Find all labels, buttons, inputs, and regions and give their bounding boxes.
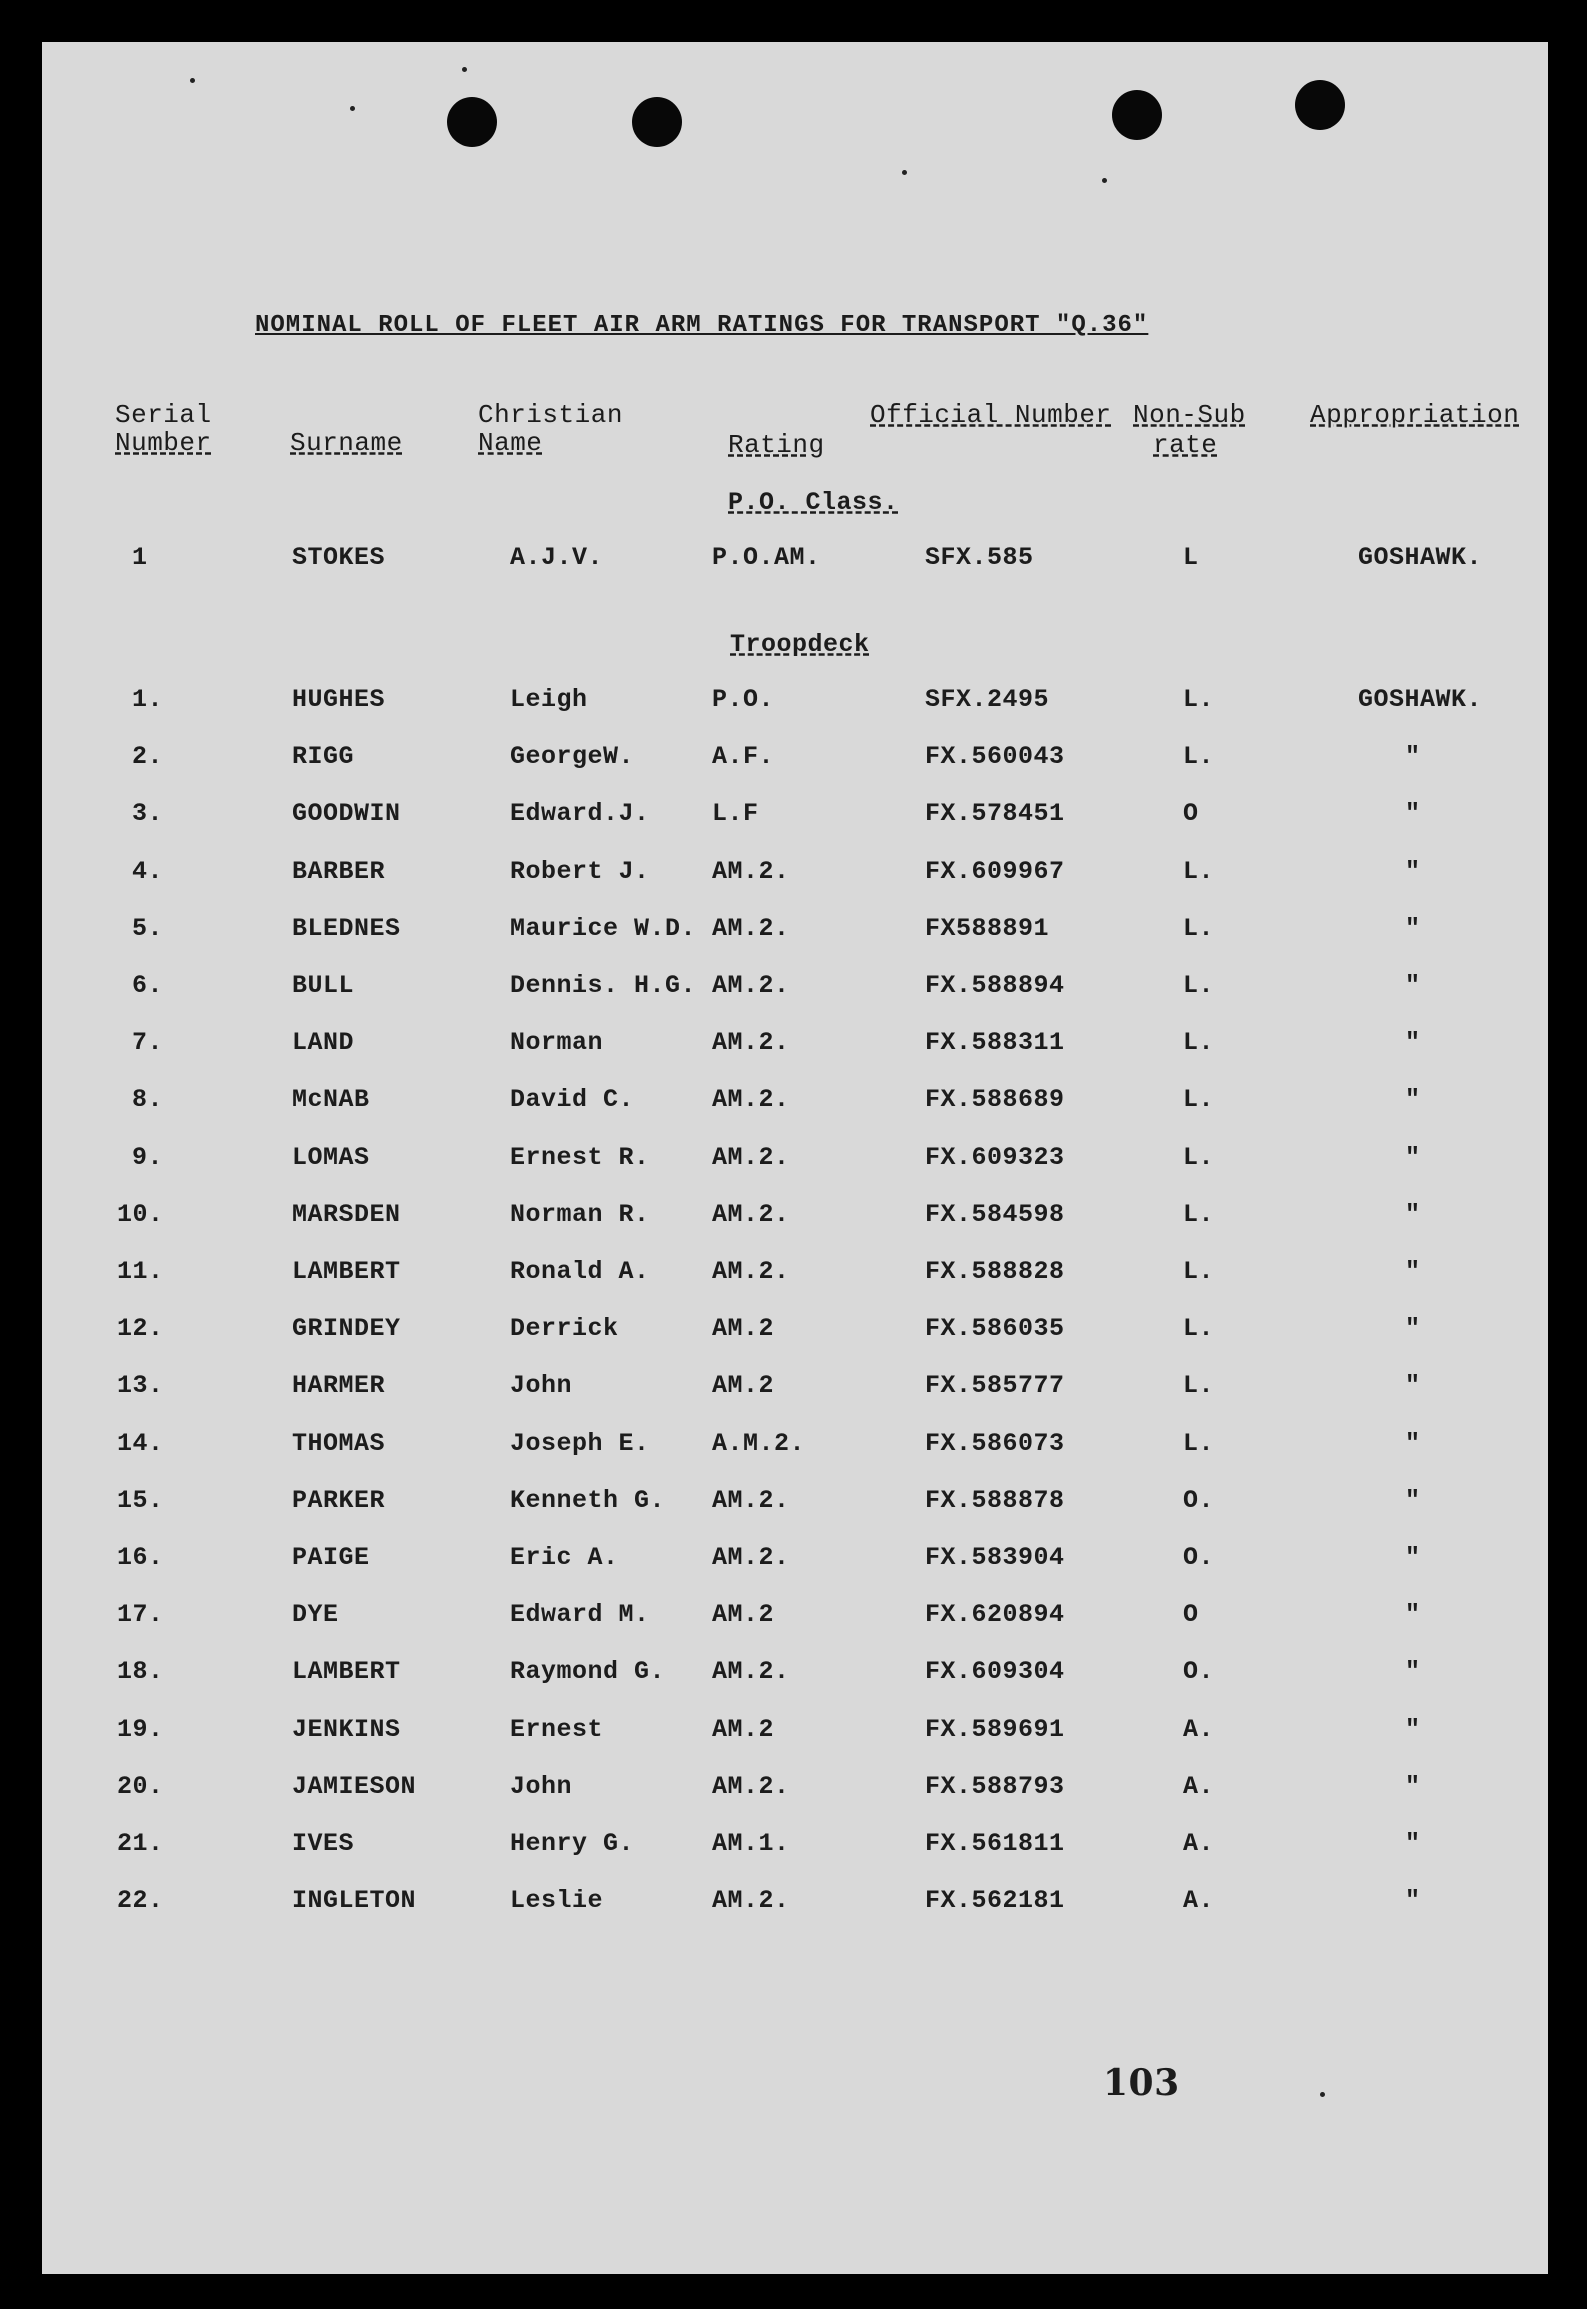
- header-rating: Rating: [728, 430, 825, 460]
- row-rating: AM.2.: [712, 1257, 790, 1286]
- row-surname: BARBER: [292, 857, 386, 886]
- row-nonsub: L.: [1183, 1314, 1215, 1343]
- row-surname: HUGHES: [292, 685, 386, 714]
- row-christian: Derrick: [510, 1314, 619, 1343]
- section-label: P.O. Class.: [728, 488, 899, 517]
- row-serial: 18.: [117, 1657, 164, 1686]
- row-surname: INGLETON: [292, 1886, 417, 1915]
- row-christian: Edward.J.: [510, 799, 650, 828]
- row-appropriation: ": [1405, 1085, 1421, 1114]
- row-serial: 16.: [117, 1543, 164, 1572]
- row-appropriation: ": [1405, 1257, 1421, 1286]
- row-serial: 21.: [117, 1829, 164, 1858]
- row-serial: 6.: [132, 971, 164, 1000]
- row-nonsub: L.: [1183, 1371, 1215, 1400]
- row-appropriation: ": [1405, 1657, 1421, 1686]
- row-rating: AM.1.: [712, 1829, 790, 1858]
- row-christian: Edward M.: [510, 1600, 650, 1629]
- row-official: SFX.2495: [925, 685, 1050, 714]
- row-nonsub: L.: [1183, 1257, 1215, 1286]
- row-surname: BLEDNES: [292, 914, 401, 943]
- row-nonsub: L.: [1183, 1028, 1215, 1057]
- row-surname: HARMER: [292, 1371, 386, 1400]
- punch-hole: [1295, 80, 1345, 130]
- row-official: FX.588894: [925, 971, 1065, 1000]
- row-christian: Kenneth G.: [510, 1486, 666, 1515]
- row-rating: AM.2.: [712, 1028, 790, 1057]
- row-surname: LOMAS: [292, 1143, 370, 1172]
- row-nonsub: L: [1183, 543, 1199, 572]
- row-christian: Leigh: [510, 685, 588, 714]
- row-christian: David C.: [510, 1085, 635, 1114]
- row-nonsub: L.: [1183, 1143, 1215, 1172]
- header-surname: Surname: [290, 428, 403, 458]
- speck: [1320, 2092, 1325, 2097]
- speck: [902, 170, 907, 175]
- row-official: FX.562181: [925, 1886, 1065, 1915]
- row-christian: John: [510, 1772, 573, 1801]
- row-appropriation: GOSHAWK.: [1358, 543, 1483, 572]
- row-rating: A.M.2.: [712, 1429, 806, 1458]
- header-non-sub: Non-Sub: [1133, 400, 1246, 430]
- row-surname: LAND: [292, 1028, 355, 1057]
- row-official: SFX.585: [925, 543, 1034, 572]
- row-nonsub: O.: [1183, 1657, 1215, 1686]
- row-rating: AM.2.: [712, 1486, 790, 1515]
- row-official: FX.609304: [925, 1657, 1065, 1686]
- header-number: Number: [115, 428, 212, 458]
- row-rating: AM.2.: [712, 1543, 790, 1572]
- row-official: FX.589691: [925, 1715, 1065, 1744]
- row-rating: AM.2.: [712, 1200, 790, 1229]
- row-official: FX.585777: [925, 1371, 1065, 1400]
- row-nonsub: L.: [1183, 685, 1215, 714]
- row-nonsub: A.: [1183, 1715, 1215, 1744]
- row-nonsub: O.: [1183, 1486, 1215, 1515]
- speck: [1102, 178, 1107, 183]
- row-official: FX.578451: [925, 799, 1065, 828]
- row-rating: AM.2: [712, 1371, 775, 1400]
- row-official: FX.609967: [925, 857, 1065, 886]
- row-appropriation: ": [1405, 1200, 1421, 1229]
- row-official: FX.588689: [925, 1085, 1065, 1114]
- row-surname: MARSDEN: [292, 1200, 401, 1229]
- row-nonsub: A.: [1183, 1772, 1215, 1801]
- row-official: FX.588828: [925, 1257, 1065, 1286]
- row-appropriation: ": [1405, 971, 1421, 1000]
- row-serial: 11.: [117, 1257, 164, 1286]
- row-serial: 15.: [117, 1486, 164, 1515]
- row-appropriation: ": [1405, 1371, 1421, 1400]
- row-appropriation: ": [1405, 1886, 1421, 1915]
- row-appropriation: ": [1405, 1028, 1421, 1057]
- row-rating: L.F: [712, 799, 759, 828]
- row-nonsub: L.: [1183, 857, 1215, 886]
- row-christian: Leslie: [510, 1886, 604, 1915]
- row-christian: Norman: [510, 1028, 604, 1057]
- row-rating: AM.2: [712, 1715, 775, 1744]
- row-nonsub: L.: [1183, 1085, 1215, 1114]
- row-appropriation: ": [1405, 799, 1421, 828]
- row-serial: 19.: [117, 1715, 164, 1744]
- row-official: FX.584598: [925, 1200, 1065, 1229]
- row-surname: RIGG: [292, 742, 355, 771]
- row-serial: 9.: [132, 1143, 164, 1172]
- row-official: FX.609323: [925, 1143, 1065, 1172]
- header-appropriation: Appropriation: [1310, 400, 1520, 430]
- row-nonsub: L.: [1183, 742, 1215, 771]
- row-nonsub: O: [1183, 799, 1199, 828]
- punch-hole: [1112, 90, 1162, 140]
- row-rating: AM.2.: [712, 914, 790, 943]
- row-appropriation: ": [1405, 857, 1421, 886]
- row-nonsub: A.: [1183, 1829, 1215, 1858]
- row-serial: 1.: [132, 685, 164, 714]
- row-serial: 13.: [117, 1371, 164, 1400]
- row-christian: Ernest: [510, 1715, 604, 1744]
- row-nonsub: L.: [1183, 914, 1215, 943]
- row-surname: PARKER: [292, 1486, 386, 1515]
- row-serial: 10.: [117, 1200, 164, 1229]
- row-christian: A.J.V.: [510, 543, 604, 572]
- row-appropriation: ": [1405, 1486, 1421, 1515]
- row-nonsub: L.: [1183, 1200, 1215, 1229]
- row-christian: Ronald A.: [510, 1257, 650, 1286]
- row-christian: Ernest R.: [510, 1143, 650, 1172]
- row-christian: Raymond G.: [510, 1657, 666, 1686]
- row-appropriation: ": [1405, 1543, 1421, 1572]
- speck: [462, 67, 467, 72]
- speck: [350, 106, 355, 111]
- row-official: FX.561811: [925, 1829, 1065, 1858]
- row-christian: Eric A.: [510, 1543, 619, 1572]
- header-official-number: Official Number: [870, 400, 1112, 430]
- row-nonsub: L.: [1183, 1429, 1215, 1458]
- row-appropriation: ": [1405, 1829, 1421, 1858]
- header-christian: Christian: [478, 400, 623, 430]
- row-serial: 2.: [132, 742, 164, 771]
- section-label: Troopdeck: [730, 630, 870, 659]
- punch-hole: [447, 97, 497, 147]
- row-christian: Henry G.: [510, 1829, 635, 1858]
- row-rating: AM.2.: [712, 857, 790, 886]
- row-nonsub: O: [1183, 1600, 1199, 1629]
- row-serial: 8.: [132, 1085, 164, 1114]
- row-rating: AM.2: [712, 1314, 775, 1343]
- row-official: FX.586073: [925, 1429, 1065, 1458]
- row-nonsub: A.: [1183, 1886, 1215, 1915]
- row-surname: McNAB: [292, 1085, 370, 1114]
- row-official: FX.560043: [925, 742, 1065, 771]
- row-surname: THOMAS: [292, 1429, 386, 1458]
- row-appropriation: ": [1405, 1429, 1421, 1458]
- row-official: FX.588793: [925, 1772, 1065, 1801]
- row-official: FX.588311: [925, 1028, 1065, 1057]
- row-serial: 4.: [132, 857, 164, 886]
- row-serial: 14.: [117, 1429, 164, 1458]
- row-rating: AM.2.: [712, 1143, 790, 1172]
- row-serial: 20.: [117, 1772, 164, 1801]
- row-appropriation: ": [1405, 1314, 1421, 1343]
- row-surname: LAMBERT: [292, 1657, 401, 1686]
- page-number: 103: [1103, 2062, 1180, 2104]
- row-rating: AM.2.: [712, 1886, 790, 1915]
- row-rating: A.F.: [712, 742, 775, 771]
- row-official: FX.583904: [925, 1543, 1065, 1572]
- document-title: NOMINAL ROLL OF FLEET AIR ARM RATINGS FOR TRANSPORT "Q.36": [255, 312, 1149, 339]
- row-surname: JAMIESON: [292, 1772, 417, 1801]
- row-appropriation: ": [1405, 1600, 1421, 1629]
- row-serial: 7.: [132, 1028, 164, 1057]
- row-christian: Dennis. H.G.: [510, 971, 697, 1000]
- row-appropriation: GOSHAWK.: [1358, 685, 1483, 714]
- row-nonsub: L.: [1183, 971, 1215, 1000]
- row-serial: 12.: [117, 1314, 164, 1343]
- row-appropriation: ": [1405, 1143, 1421, 1172]
- row-surname: BULL: [292, 971, 355, 1000]
- row-surname: IVES: [292, 1829, 355, 1858]
- row-serial: 17.: [117, 1600, 164, 1629]
- row-rating: AM.2.: [712, 1657, 790, 1686]
- row-surname: DYE: [292, 1600, 339, 1629]
- punch-hole: [632, 97, 682, 147]
- row-christian: Norman R.: [510, 1200, 650, 1229]
- row-appropriation: ": [1405, 1772, 1421, 1801]
- row-surname: JENKINS: [292, 1715, 401, 1744]
- row-rating: AM.2.: [712, 1085, 790, 1114]
- row-official: FX588891: [925, 914, 1050, 943]
- row-rating: P.O.: [712, 685, 775, 714]
- row-official: FX.588878: [925, 1486, 1065, 1515]
- row-serial: 1: [132, 543, 148, 572]
- row-nonsub: O.: [1183, 1543, 1215, 1572]
- row-serial: 5.: [132, 914, 164, 943]
- row-christian: John: [510, 1371, 573, 1400]
- row-appropriation: ": [1405, 1715, 1421, 1744]
- row-official: FX.586035: [925, 1314, 1065, 1343]
- row-christian: GeorgeW.: [510, 742, 635, 771]
- row-christian: Maurice W.D.: [510, 914, 697, 943]
- row-surname: STOKES: [292, 543, 386, 572]
- row-surname: GOODWIN: [292, 799, 401, 828]
- header-name: Name: [478, 428, 543, 458]
- row-rating: AM.2: [712, 1600, 775, 1629]
- document-page: [42, 42, 1548, 2274]
- row-serial: 22.: [117, 1886, 164, 1915]
- header-rate: rate: [1153, 430, 1218, 460]
- row-appropriation: ": [1405, 914, 1421, 943]
- row-surname: GRINDEY: [292, 1314, 401, 1343]
- header-serial: Serial: [115, 400, 212, 430]
- row-official: FX.620894: [925, 1600, 1065, 1629]
- row-surname: PAIGE: [292, 1543, 370, 1572]
- row-christian: Joseph E.: [510, 1429, 650, 1458]
- row-rating: AM.2.: [712, 1772, 790, 1801]
- row-rating: AM.2.: [712, 971, 790, 1000]
- row-christian: Robert J.: [510, 857, 650, 886]
- row-appropriation: ": [1405, 742, 1421, 771]
- row-surname: LAMBERT: [292, 1257, 401, 1286]
- row-rating: P.O.AM.: [712, 543, 821, 572]
- speck: [190, 78, 195, 83]
- row-serial: 3.: [132, 799, 164, 828]
